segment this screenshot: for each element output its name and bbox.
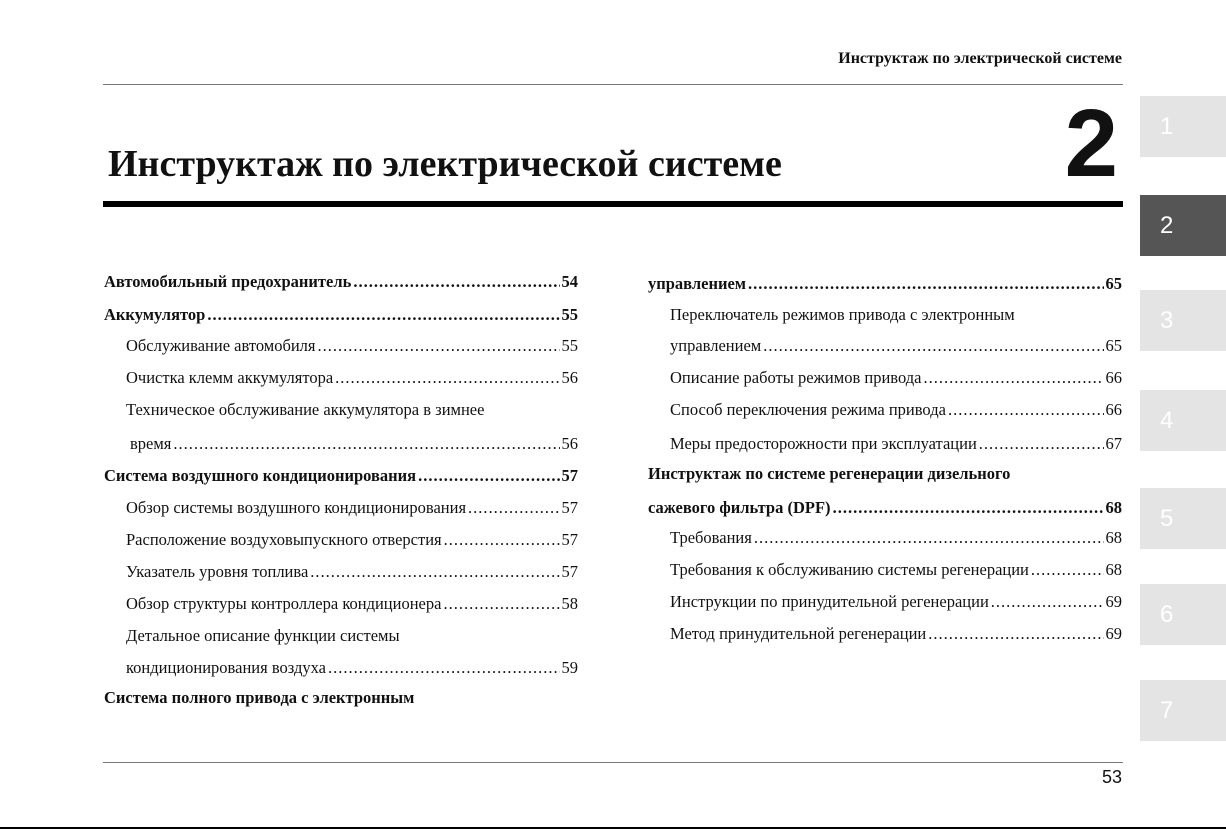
toc-entry-title: Система воздушного кондиционирования <box>104 466 417 485</box>
toc-entry[interactable] <box>648 368 1122 388</box>
toc-entry[interactable] <box>104 336 578 356</box>
toc-entry[interactable] <box>104 658 578 678</box>
toc-entry-title: Требования <box>670 528 752 547</box>
toc-entry[interactable] <box>648 336 1122 356</box>
toc-entry[interactable] <box>648 624 1122 644</box>
toc-dot-leader <box>328 658 560 678</box>
chapter-tab-4[interactable]: 4 <box>1140 390 1226 451</box>
chapter-tab-6[interactable]: 6 <box>1140 584 1226 645</box>
toc-entry-title: Требования к обслуживанию системы регенерации <box>670 560 1029 579</box>
toc-entry-title: Обзор структуры контроллера кондиционера <box>126 594 442 613</box>
toc-entry[interactable] <box>104 688 578 708</box>
toc-entry[interactable] <box>648 528 1122 548</box>
running-header: Инструктаж по электрической системе <box>838 50 1122 67</box>
toc-entry-page: 55 <box>561 336 578 355</box>
toc-entry-page: 57 <box>561 530 578 549</box>
toc-dot-leader <box>948 400 1104 420</box>
toc-entry-page: 59 <box>561 658 578 677</box>
toc-dot-leader <box>318 336 560 356</box>
toc-dot-leader <box>207 305 559 325</box>
toc-entry-page: 65 <box>1105 274 1122 293</box>
toc-entry-page: 57 <box>561 498 578 517</box>
toc-entry[interactable] <box>104 626 578 646</box>
toc-dot-leader <box>468 498 559 518</box>
chapter-title-rule <box>103 201 1123 207</box>
toc-dot-leader <box>443 594 559 614</box>
toc-entry[interactable] <box>648 560 1122 580</box>
chapter-tab-3[interactable]: 3 <box>1140 290 1226 351</box>
chapter-number: 2 <box>1064 90 1118 197</box>
chapter-tab-5[interactable]: 5 <box>1140 488 1226 549</box>
toc-entry[interactable] <box>648 498 1122 518</box>
toc-entry[interactable] <box>648 274 1122 294</box>
toc-dot-leader <box>991 592 1104 612</box>
toc-entry-title: Инструктаж по системе регенерации дизельного <box>648 464 1011 483</box>
toc-entry-title: Техническое обслуживание аккумулятора в зимнее <box>126 400 485 419</box>
page-number: 53 <box>1101 767 1122 787</box>
footer-rule <box>103 762 1123 763</box>
toc-entry-page: 65 <box>1105 336 1122 355</box>
toc-entry-page: 56 <box>561 368 578 387</box>
toc-entry-title: Расположение воздуховыпускного отверстия <box>126 530 442 549</box>
toc-entry[interactable] <box>648 305 1122 325</box>
toc-dot-leader <box>748 274 1103 294</box>
toc-entry-title: Аккумулятор <box>104 305 206 324</box>
toc-entry-page: 68 <box>1105 498 1122 517</box>
toc-dot-leader <box>763 336 1103 356</box>
toc-dot-leader <box>353 272 559 292</box>
toc-dot-leader <box>928 624 1103 644</box>
toc-entry-page: 66 <box>1105 368 1122 387</box>
toc-entry[interactable] <box>104 498 578 518</box>
toc-dot-leader <box>923 368 1103 388</box>
toc-dot-leader <box>335 368 559 388</box>
toc-entry-page: 69 <box>1105 624 1122 643</box>
toc-entry-title: Обзор системы воздушного кондиционирования <box>126 498 467 517</box>
header-rule <box>103 84 1123 85</box>
toc-entry-page: 55 <box>561 305 578 324</box>
toc-dot-leader <box>979 434 1104 454</box>
toc-dot-leader <box>310 562 559 582</box>
toc-entry[interactable] <box>104 466 578 486</box>
toc-entry[interactable] <box>648 434 1122 454</box>
toc-entry-title: Система полного привода с электронным <box>104 688 415 707</box>
toc-entry-title: Меры предосторожности при эксплуатации <box>670 434 977 453</box>
toc-dot-leader <box>1031 560 1104 580</box>
toc-entry-page: 58 <box>561 594 578 613</box>
toc-entry-page: 67 <box>1105 434 1122 453</box>
toc-entry[interactable] <box>104 594 578 614</box>
toc-entry[interactable] <box>648 592 1122 612</box>
toc-entry[interactable] <box>104 272 578 292</box>
toc-entry[interactable] <box>104 530 578 550</box>
toc-entry-title: Переключатель режимов привода с электронным <box>670 305 1015 324</box>
toc-entry[interactable] <box>104 562 578 582</box>
toc-entry-title: Метод принудительной регенерации <box>670 624 927 643</box>
toc-dot-leader <box>173 434 559 454</box>
toc-dot-leader <box>754 528 1104 548</box>
toc-entry-page: 68 <box>1105 560 1122 579</box>
toc-dot-leader <box>833 498 1104 518</box>
toc-entry-title: Детальное описание функции системы <box>126 626 400 645</box>
chapter-tabs <box>1140 0 1226 829</box>
chapter-title: Инструктаж по электрической системе <box>108 143 782 185</box>
chapter-tab-7[interactable]: 7 <box>1140 680 1226 741</box>
toc-entry-title: Инструкции по принудительной регенерации <box>670 592 989 611</box>
toc-entry-title: время <box>130 434 172 453</box>
toc-entry-title: Описание работы режимов привода <box>670 368 922 387</box>
toc-entry-page: 57 <box>561 562 578 581</box>
toc-entry-title: Очистка клемм аккумулятора <box>126 368 334 387</box>
toc-entry-page: 56 <box>561 434 578 453</box>
toc-entry[interactable] <box>648 400 1122 420</box>
toc-entry-title: Автомобильный предохранитель <box>104 272 352 291</box>
toc-entry[interactable] <box>104 400 578 420</box>
toc-entry-title: управлением <box>670 336 762 355</box>
toc-dot-leader <box>418 466 559 486</box>
toc-entry[interactable] <box>104 368 578 388</box>
toc-entry-title: управлением <box>648 274 747 293</box>
toc-entry-title: кондиционирования воздуха <box>126 658 326 677</box>
toc-entry[interactable] <box>648 464 1122 484</box>
toc-entry-page: 54 <box>561 272 578 291</box>
chapter-tab-1[interactable]: 1 <box>1140 96 1226 157</box>
toc-entry[interactable] <box>104 305 578 325</box>
toc-dot-leader <box>444 530 560 550</box>
toc-entry-title: Указатель уровня топлива <box>126 562 309 581</box>
toc-entry-title: сажевого фильтра (DPF) <box>648 498 831 517</box>
toc-entry-page: 69 <box>1105 592 1122 611</box>
toc-entry-title: Обслуживание автомобиля <box>126 336 316 355</box>
toc-entry-page: 68 <box>1105 528 1122 547</box>
toc-entry-page: 57 <box>561 466 578 485</box>
toc-entry-title: Способ переключения режима привода <box>670 400 946 419</box>
chapter-tab-2[interactable]: 2 <box>1140 195 1226 256</box>
toc-entry-page: 66 <box>1105 400 1122 419</box>
toc-entry[interactable] <box>104 434 578 454</box>
